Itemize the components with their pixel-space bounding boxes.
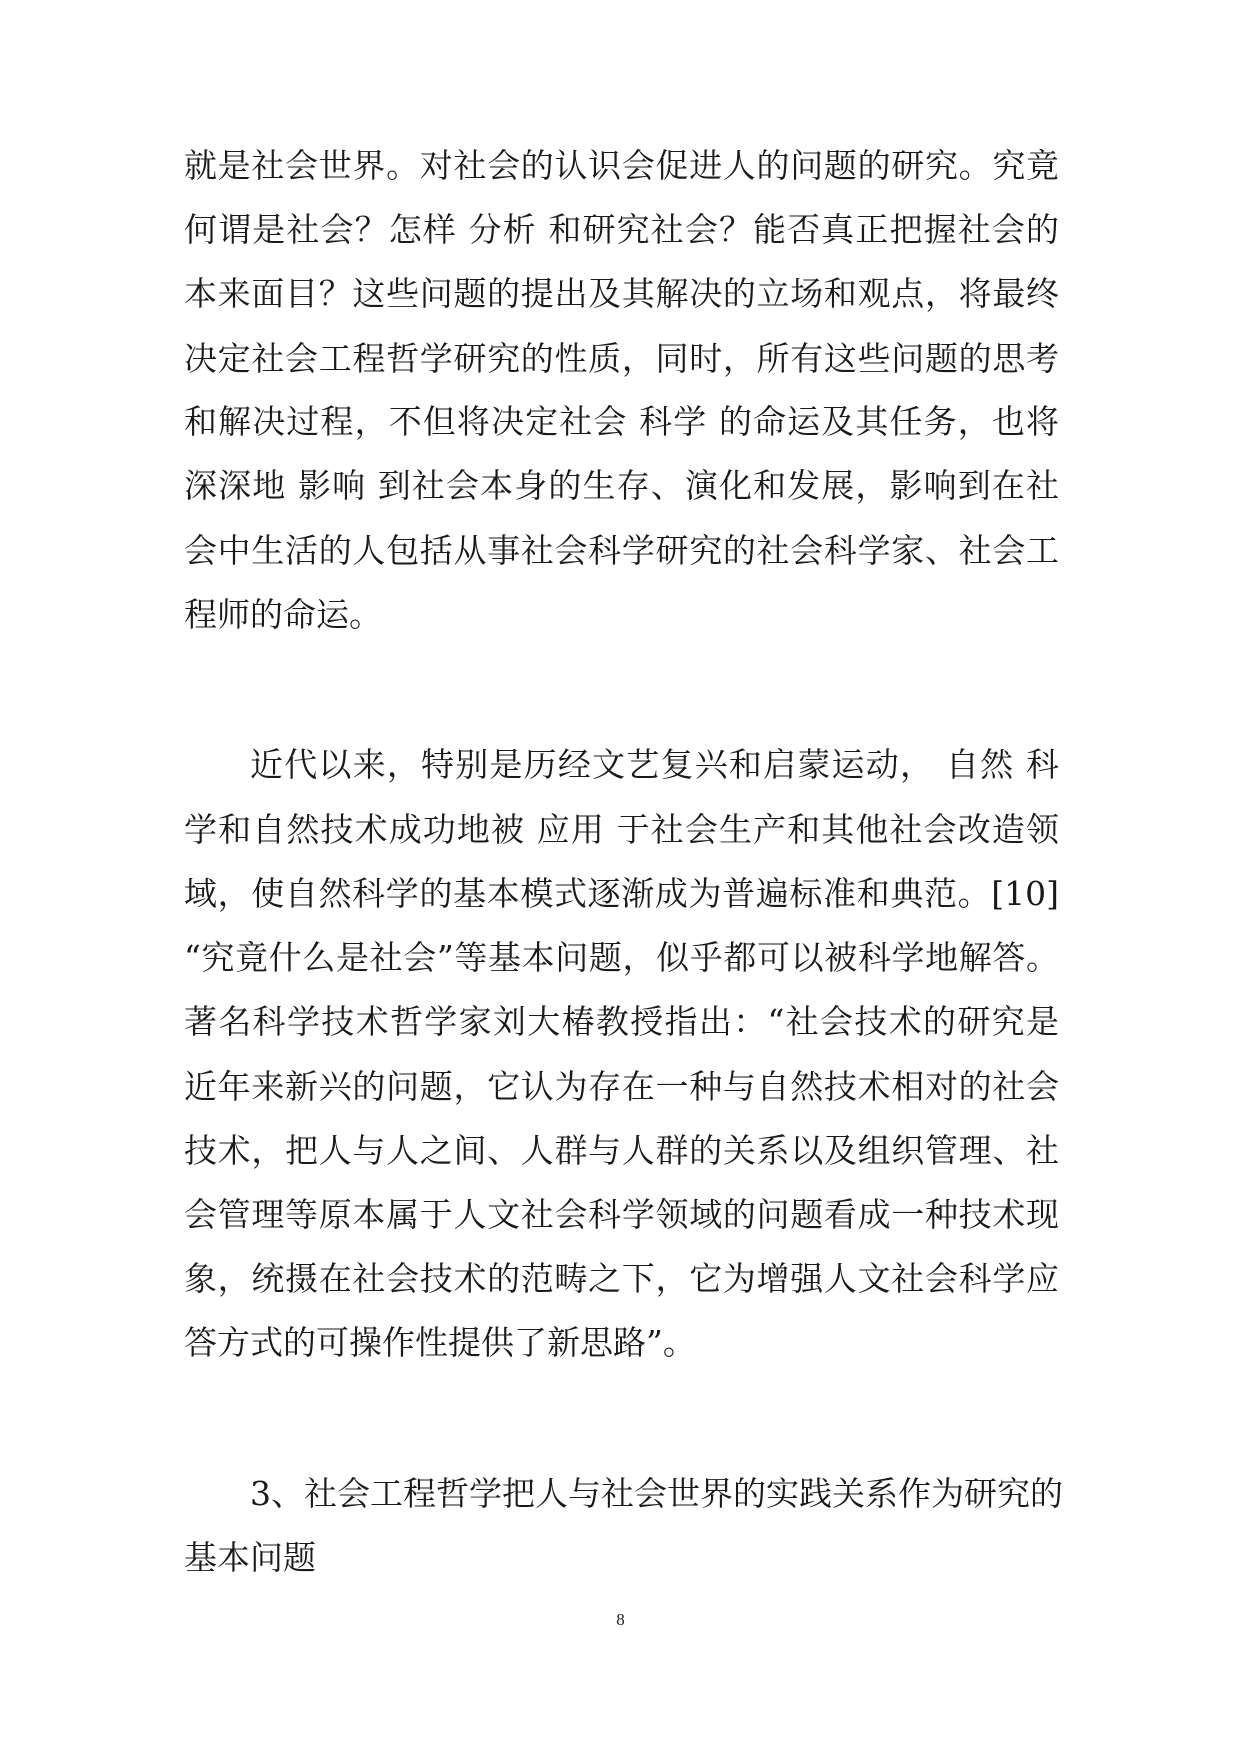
text-line: “究竟什么是社会”等基本问题，似乎都可以被科学地解答。 xyxy=(184,938,1059,977)
text-line: 基本问题 xyxy=(184,1538,316,1577)
text-line: 决定社会工程哲学研究的性质，同时，所有这些问题的思考 xyxy=(184,339,1059,378)
text-line: 深深地 影响 到社会本身的生存、演化和发展，影响到在社 xyxy=(184,466,1059,505)
text-line: 象，统摄在社会技术的范畴之下，它为增强人文社会科学应 xyxy=(184,1259,1059,1298)
text-line: 本来面目？这些问题的提出及其解决的立场和观点，将最终 xyxy=(184,274,1059,313)
text-line: 程师的命运。 xyxy=(184,595,382,634)
text-line: 学和自然技术成功地被 应用 于社会生产和其他社会改造领 xyxy=(184,810,1059,849)
text-line: 答方式的可操作性提供了新思路”。 xyxy=(184,1323,696,1362)
text-line: 何谓是社会？怎样 分析 和研究社会？能否真正把握社会的 xyxy=(184,210,1059,249)
text-line: 会管理等原本属于人文社会科学领域的问题看成一种技术现 xyxy=(184,1195,1059,1234)
text-line: 3、社会工程哲学把人与社会世界的实践关系作为研究的 xyxy=(250,1474,1063,1513)
text-line: 就是社会世界。对社会的认识会促进人的问题的研究。究竟 xyxy=(184,146,1059,185)
text-line: 著名科学技术哲学家刘大椿教授指出：“社会技术的研究是 xyxy=(184,1002,1059,1041)
text-line: 和解决过程，不但将决定社会 科学 的命运及其任务，也将 xyxy=(184,402,1059,441)
text-line: 近代以来，特别是历经文艺复兴和启蒙运动， 自然 科 xyxy=(250,745,1059,784)
text-line: 域，使自然科学的基本模式逐渐成为普遍标准和典范。[10] xyxy=(184,874,1059,913)
text-line: 技术，把人与人之间、人群与人群的关系以及组织管理、社 xyxy=(184,1131,1059,1170)
text-line: 会中生活的人包括从事社会科学研究的社会科学家、社会工 xyxy=(184,531,1059,570)
text-line: 近年来新兴的问题，它认为存在一种与自然技术相对的社会 xyxy=(184,1067,1059,1106)
page-number: 8 xyxy=(616,1610,625,1629)
